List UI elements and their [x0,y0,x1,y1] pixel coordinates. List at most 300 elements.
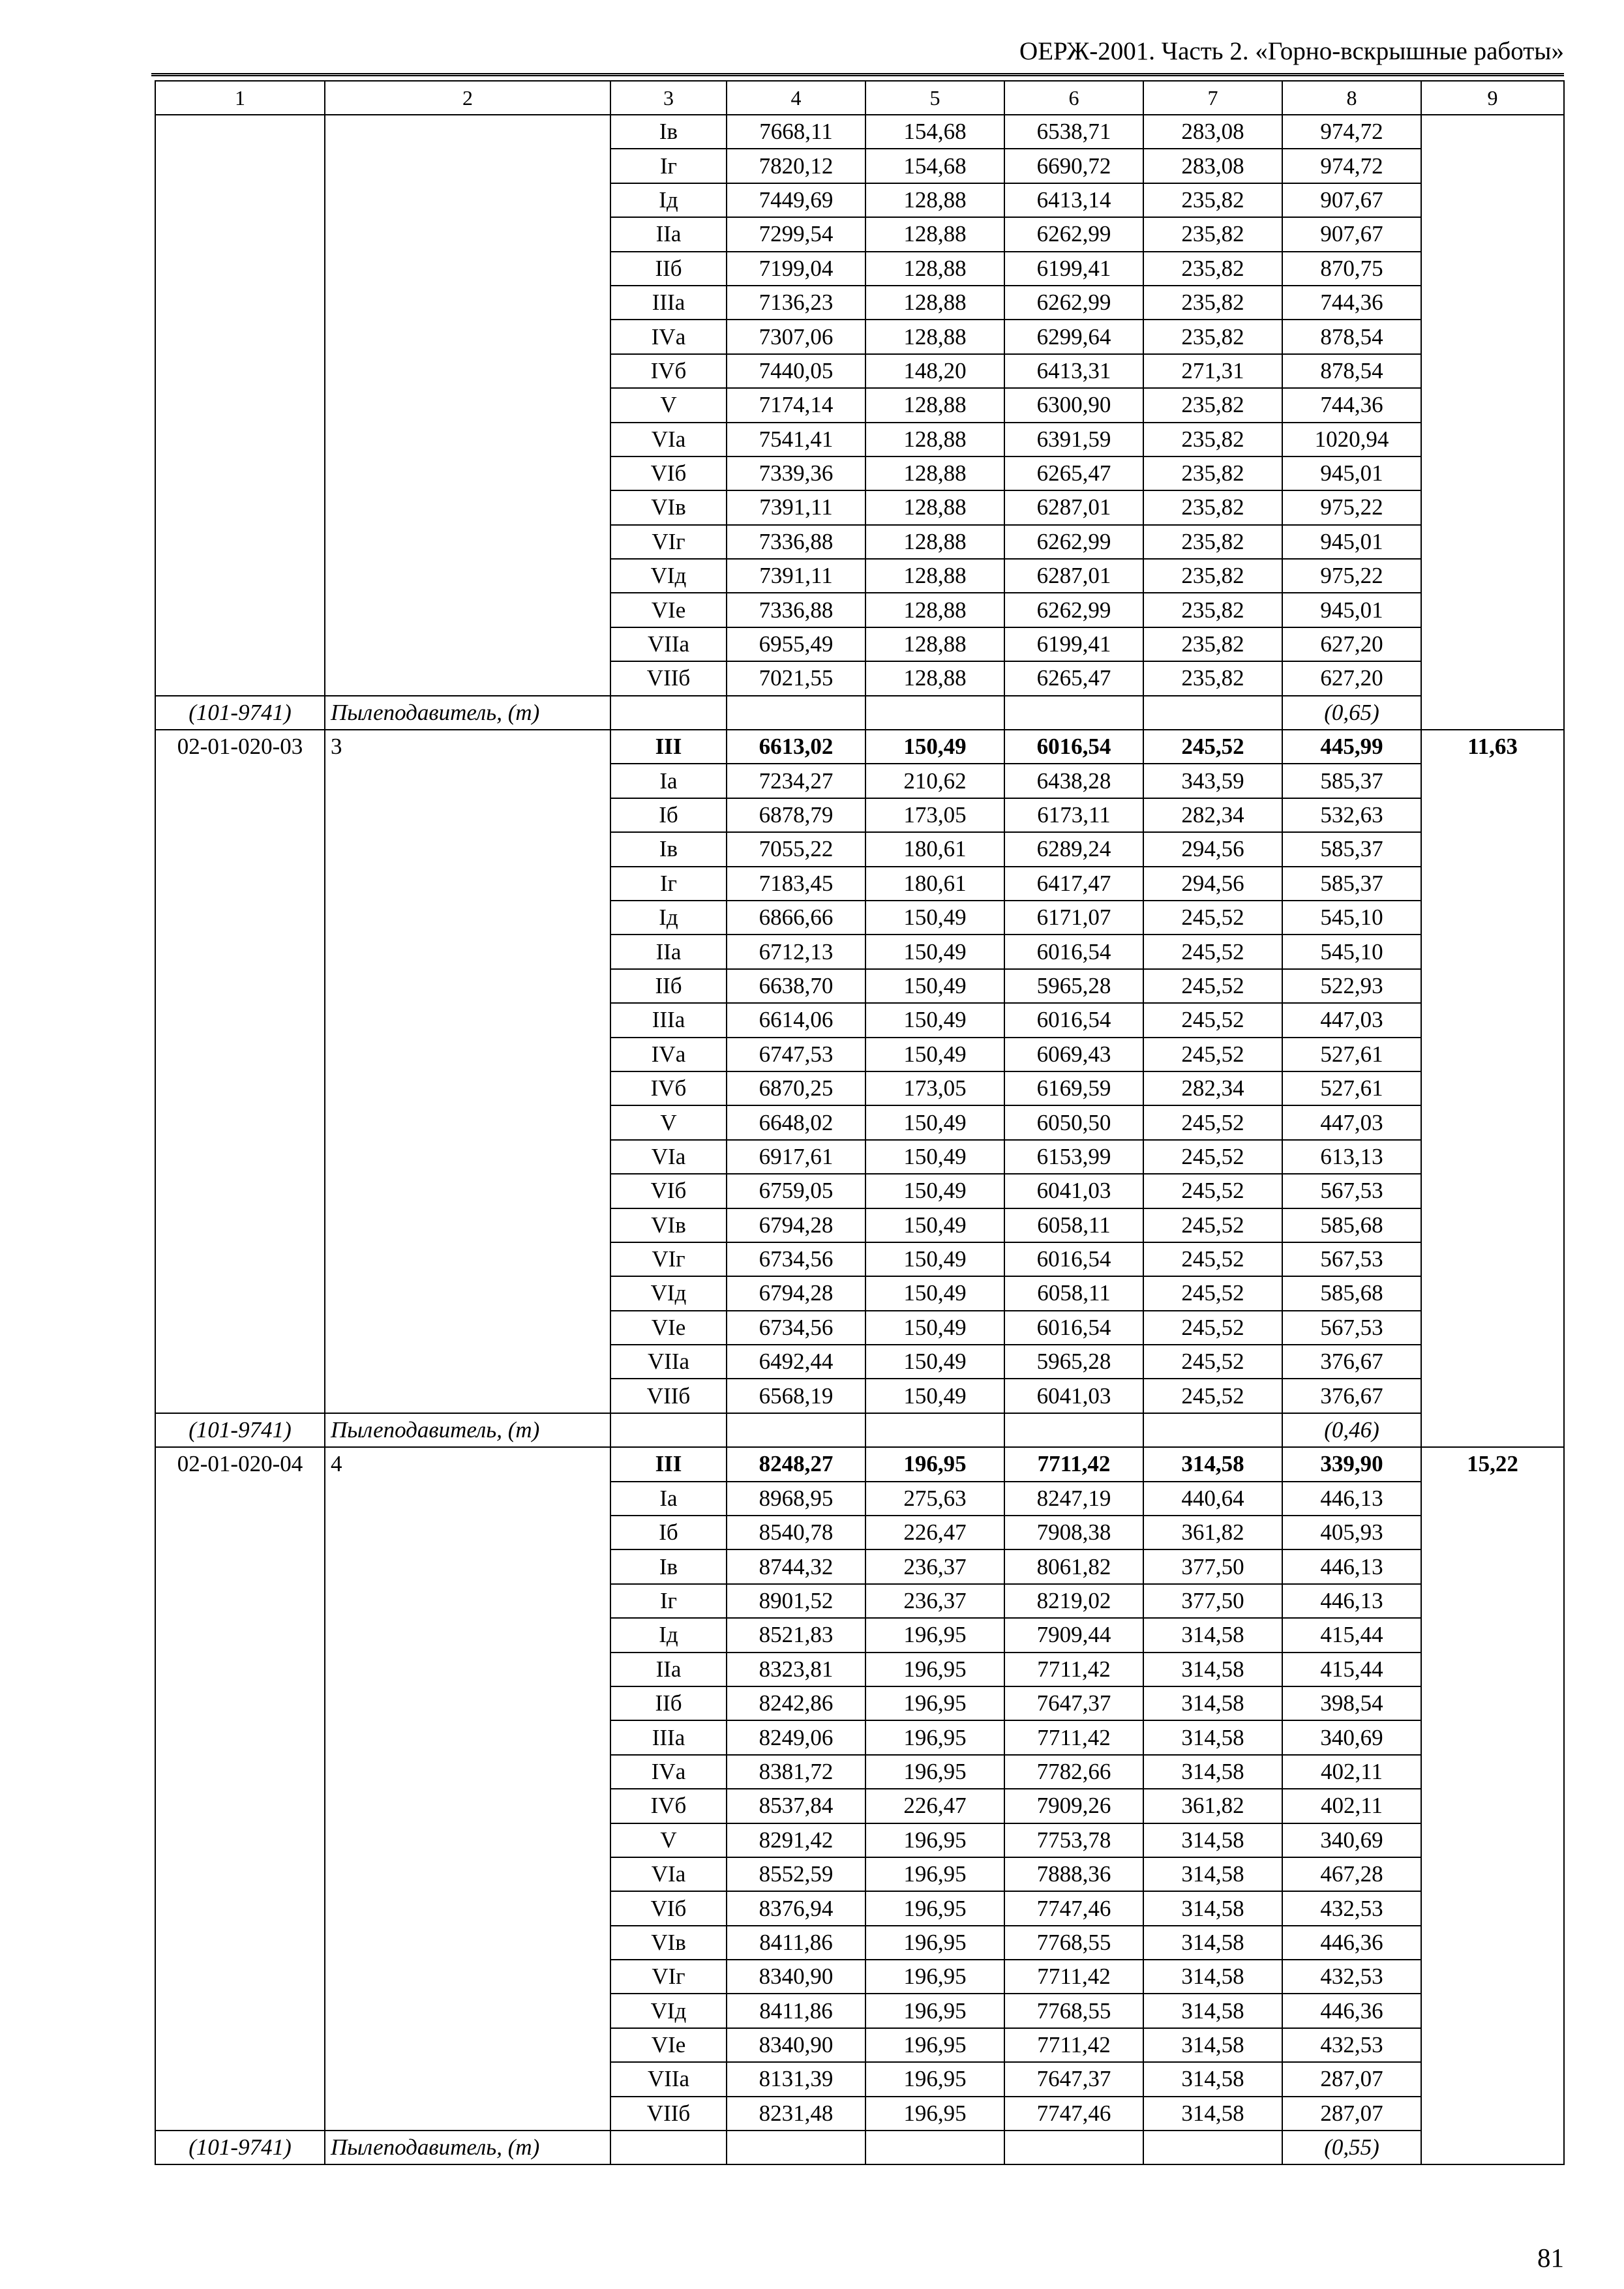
cell-col-4: 7820,12 [727,149,865,183]
cell-col-7: 245,52 [1143,969,1282,1003]
table-body [155,81,1564,2164]
cell-col-8: 527,61 [1282,1071,1421,1105]
cell-col-5: 154,68 [865,115,1004,149]
cell-col-3: VIа [610,1140,727,1174]
cell-col-7: 245,52 [1143,1174,1282,1208]
cell-col-8: 907,67 [1282,217,1421,251]
cell-col-7: 314,58 [1143,2062,1282,2096]
column-header-8: 8 [1282,81,1421,115]
cell-col-6: 5965,28 [1004,1345,1143,1379]
cell-col-7: 235,82 [1143,252,1282,286]
empty-cell [610,2131,727,2164]
cell-col-5: 148,20 [865,354,1004,388]
cell-col-6: 6171,07 [1004,901,1143,935]
cell-col-3: Iа [610,764,727,798]
cell-col-4: 7234,27 [727,764,865,798]
cell-col-7: 235,82 [1143,320,1282,353]
cell-col-4: 8552,59 [727,1857,865,1891]
cell-col-8: 432,53 [1282,1891,1421,1925]
cell-col-3: Iд [610,1618,727,1652]
cell-col-4: 6794,28 [727,1276,865,1310]
material-note-row [155,2131,1564,2164]
cell-col-4: 8521,83 [727,1618,865,1652]
cell-col-5: 196,95 [865,1960,1004,1994]
cell-col-6: 6690,72 [1004,149,1143,183]
cell-col-7: 245,52 [1143,1276,1282,1310]
cell-col-7: 294,56 [1143,867,1282,901]
cell-col-5: 150,49 [865,1140,1004,1174]
material-name: Пылеподавитель, (т) [325,1413,610,1447]
cell-col-5: 196,95 [865,2097,1004,2131]
cell-col-4: 8411,86 [727,1994,865,2027]
total-value [1421,115,1564,730]
cell-col-8: 545,10 [1282,935,1421,968]
cell-col-7: 245,52 [1143,1379,1282,1413]
cell-col-3: Iг [610,149,727,183]
cell-col-5: 180,61 [865,867,1004,901]
cell-col-5: 196,95 [865,1618,1004,1652]
cell-col-3: IIIа [610,1003,727,1037]
cell-col-5: 196,95 [865,1720,1004,1754]
cell-col-6: 7711,42 [1004,1447,1143,1481]
cell-col-8: 585,37 [1282,867,1421,901]
cell-col-5: 173,05 [865,798,1004,832]
cell-col-4: 8231,48 [727,2097,865,2131]
table-row [155,1447,1564,1481]
cell-col-8: 907,67 [1282,183,1421,217]
cell-col-4: 6794,28 [727,1208,865,1242]
cell-col-7: 361,82 [1143,1516,1282,1549]
cell-col-3: VIIа [610,627,727,661]
cell-col-7: 245,52 [1143,1345,1282,1379]
rate-code [155,115,325,696]
cell-col-5: 128,88 [865,627,1004,661]
cell-col-4: 8340,90 [727,2028,865,2062]
cell-col-6: 7768,55 [1004,1994,1143,2027]
cell-col-5: 150,49 [865,1242,1004,1276]
cell-col-3: VIд [610,1994,727,2027]
cell-col-4: 8131,39 [727,2062,865,2096]
cell-col-5: 236,37 [865,1549,1004,1583]
cell-col-8: 744,36 [1282,286,1421,320]
empty-cell [865,2131,1004,2164]
cell-col-3: VIIб [610,1379,727,1413]
page-number: 81 [1537,2243,1564,2273]
cell-col-6: 6016,54 [1004,935,1143,968]
cell-col-6: 6262,99 [1004,525,1143,559]
cell-col-3: VIб [610,1891,727,1925]
cell-col-3: Iв [610,832,727,866]
cell-col-8: 878,54 [1282,354,1421,388]
cell-col-3: VIе [610,2028,727,2062]
cell-col-5: 150,49 [865,1174,1004,1208]
rate-name: 3 [325,730,610,1413]
cell-col-6: 6265,47 [1004,456,1143,490]
cell-col-8: 585,68 [1282,1208,1421,1242]
cell-col-8: 1020,94 [1282,423,1421,456]
cell-col-4: 8537,84 [727,1789,865,1823]
cell-col-8: 627,20 [1282,661,1421,695]
cell-col-4: 7299,54 [727,217,865,251]
cell-col-6: 6287,01 [1004,559,1143,593]
cell-col-5: 150,49 [865,1379,1004,1413]
cell-col-6: 6538,71 [1004,115,1143,149]
cell-col-6: 6016,54 [1004,1242,1143,1276]
cell-col-6: 6016,54 [1004,1311,1143,1345]
cell-col-3: Iв [610,115,727,149]
cell-col-7: 245,52 [1143,1038,1282,1071]
material-note-row [155,1413,1564,1447]
cell-col-6: 6069,43 [1004,1038,1143,1071]
cell-col-4: 8291,42 [727,1823,865,1857]
cell-col-6: 6199,41 [1004,252,1143,286]
cell-col-6: 6058,11 [1004,1208,1143,1242]
cell-col-6: 6391,59 [1004,423,1143,456]
cell-col-8: 974,72 [1282,115,1421,149]
cell-col-5: 196,95 [865,1857,1004,1891]
cell-col-5: 196,95 [865,1447,1004,1481]
cell-col-3: VIв [610,1926,727,1960]
cell-col-7: 440,64 [1143,1482,1282,1516]
empty-cell [1143,696,1282,730]
cell-col-6: 7768,55 [1004,1926,1143,1960]
cell-col-5: 226,47 [865,1516,1004,1549]
cell-col-5: 196,95 [865,1994,1004,2027]
cell-col-7: 235,82 [1143,525,1282,559]
cell-col-6: 6299,64 [1004,320,1143,353]
cell-col-7: 282,34 [1143,798,1282,832]
cell-col-8: 585,37 [1282,764,1421,798]
column-header-3: 3 [610,81,727,115]
cell-col-3: VIIа [610,2062,727,2096]
empty-cell [610,1413,727,1447]
cell-col-7: 314,58 [1143,1823,1282,1857]
cell-col-3: Iв [610,1549,727,1583]
cell-col-7: 314,58 [1143,1926,1282,1960]
cell-col-4: 7055,22 [727,832,865,866]
cell-col-3: Iб [610,1516,727,1549]
cell-col-6: 7647,37 [1004,2062,1143,2096]
cell-col-8: 532,63 [1282,798,1421,832]
cell-col-4: 8968,95 [727,1482,865,1516]
total-value: 11,63 [1421,730,1564,1447]
cell-col-6: 6016,54 [1004,1003,1143,1037]
cell-col-7: 235,82 [1143,217,1282,251]
cell-col-7: 314,58 [1143,1994,1282,2027]
cell-col-6: 6289,24 [1004,832,1143,866]
cell-col-3: Iа [610,1482,727,1516]
cell-col-8: 627,20 [1282,627,1421,661]
cell-col-5: 150,49 [865,935,1004,968]
cell-col-6: 6262,99 [1004,286,1143,320]
cell-col-3: IIIа [610,286,727,320]
cell-col-3: VIд [610,559,727,593]
cell-col-4: 6613,02 [727,730,865,764]
cell-col-8: 975,22 [1282,490,1421,524]
cell-col-4: 8381,72 [727,1755,865,1789]
rates-table [155,80,1565,2165]
cell-col-8: 467,28 [1282,1857,1421,1891]
cell-col-7: 377,50 [1143,1549,1282,1583]
cell-col-5: 150,49 [865,1038,1004,1071]
cell-col-7: 294,56 [1143,832,1282,866]
cell-col-4: 8248,27 [727,1447,865,1481]
cell-col-4: 6492,44 [727,1345,865,1379]
column-header-row [155,81,1564,115]
cell-col-5: 150,49 [865,1003,1004,1037]
cell-col-5: 128,88 [865,423,1004,456]
column-header-4: 4 [727,81,865,115]
cell-col-5: 150,49 [865,1345,1004,1379]
cell-col-6: 8247,19 [1004,1482,1143,1516]
cell-col-7: 283,08 [1143,149,1282,183]
cell-col-7: 235,82 [1143,456,1282,490]
cell-col-3: IIб [610,1686,727,1720]
cell-col-4: 7391,11 [727,490,865,524]
cell-col-6: 6050,50 [1004,1105,1143,1139]
cell-col-8: 585,37 [1282,832,1421,866]
cell-col-8: 585,68 [1282,1276,1421,1310]
cell-col-8: 545,10 [1282,901,1421,935]
cell-col-3: VIг [610,525,727,559]
cell-col-5: 150,49 [865,1105,1004,1139]
cell-col-6: 6265,47 [1004,661,1143,695]
cell-col-4: 8901,52 [727,1584,865,1618]
cell-col-3: VIв [610,490,727,524]
cell-col-4: 7541,41 [727,423,865,456]
cell-col-7: 314,58 [1143,1891,1282,1925]
column-header-1: 1 [155,81,325,115]
cell-col-8: 340,69 [1282,1823,1421,1857]
material-quantity: (0,55) [1282,2131,1421,2164]
cell-col-6: 8219,02 [1004,1584,1143,1618]
cell-col-8: 522,93 [1282,969,1421,1003]
cell-col-4: 8249,06 [727,1720,865,1754]
cell-col-5: 226,47 [865,1789,1004,1823]
cell-col-3: Iг [610,867,727,901]
cell-col-7: 343,59 [1143,764,1282,798]
cell-col-7: 271,31 [1143,354,1282,388]
cell-col-7: 235,82 [1143,388,1282,422]
cell-col-5: 196,95 [865,1926,1004,1960]
empty-cell [1143,1413,1282,1447]
cell-col-7: 314,58 [1143,2097,1282,2131]
cell-col-8: 445,99 [1282,730,1421,764]
cell-col-6: 6413,14 [1004,183,1143,217]
cell-col-3: Iб [610,798,727,832]
cell-col-4: 6734,56 [727,1311,865,1345]
cell-col-4: 8376,94 [727,1891,865,1925]
cell-col-6: 6058,11 [1004,1276,1143,1310]
cell-col-4: 6747,53 [727,1038,865,1071]
cell-col-5: 128,88 [865,388,1004,422]
cell-col-5: 128,88 [865,456,1004,490]
cell-col-3: IIа [610,935,727,968]
cell-col-8: 567,53 [1282,1311,1421,1345]
cell-col-4: 6878,79 [727,798,865,832]
cell-col-5: 210,62 [865,764,1004,798]
material-note-row [155,696,1564,730]
rate-name: 4 [325,1447,610,2131]
cell-col-8: 945,01 [1282,456,1421,490]
cell-col-6: 7888,36 [1004,1857,1143,1891]
cell-col-3: VIIа [610,1345,727,1379]
cell-col-4: 6568,19 [727,1379,865,1413]
cell-col-6: 6262,99 [1004,593,1143,627]
cell-col-6: 7909,44 [1004,1618,1143,1652]
material-quantity: (0,65) [1282,696,1421,730]
cell-col-4: 6866,66 [727,901,865,935]
cell-col-5: 150,49 [865,1208,1004,1242]
column-header-9: 9 [1421,81,1564,115]
cell-col-5: 128,88 [865,525,1004,559]
empty-cell [1004,2131,1143,2164]
cell-col-7: 283,08 [1143,115,1282,149]
cell-col-8: 376,67 [1282,1379,1421,1413]
cell-col-8: 567,53 [1282,1174,1421,1208]
empty-cell [1004,696,1143,730]
cell-col-6: 7647,37 [1004,1686,1143,1720]
cell-col-8: 870,75 [1282,252,1421,286]
cell-col-4: 6638,70 [727,969,865,1003]
cell-col-7: 235,82 [1143,490,1282,524]
cell-col-7: 314,58 [1143,1857,1282,1891]
cell-col-8: 446,13 [1282,1549,1421,1583]
cell-col-3: IIб [610,969,727,1003]
cell-col-3: VIа [610,423,727,456]
empty-cell [727,696,865,730]
cell-col-5: 128,88 [865,661,1004,695]
material-name: Пылеподавитель, (т) [325,696,610,730]
cell-col-8: 744,36 [1282,388,1421,422]
cell-col-4: 6917,61 [727,1140,865,1174]
cell-col-3: Iд [610,183,727,217]
cell-col-3: VIг [610,1242,727,1276]
cell-col-5: 150,49 [865,969,1004,1003]
cell-col-5: 128,88 [865,252,1004,286]
cell-col-4: 8242,86 [727,1686,865,1720]
cell-col-8: 402,11 [1282,1755,1421,1789]
cell-col-5: 150,49 [865,730,1004,764]
cell-col-8: 446,13 [1282,1584,1421,1618]
cell-col-3: IIа [610,1653,727,1686]
column-header-5: 5 [865,81,1004,115]
cell-col-3: IVа [610,320,727,353]
cell-col-6: 6300,90 [1004,388,1143,422]
cell-col-4: 7339,36 [727,456,865,490]
cell-col-7: 245,52 [1143,1208,1282,1242]
cell-col-6: 6041,03 [1004,1174,1143,1208]
rate-code: 02-01-020-04 [155,1447,325,2131]
cell-col-6: 6016,54 [1004,730,1143,764]
cell-col-5: 196,95 [865,1823,1004,1857]
cell-col-3: IVб [610,354,727,388]
cell-col-7: 245,52 [1143,1140,1282,1174]
cell-col-3: IVа [610,1755,727,1789]
cell-col-4: 7136,23 [727,286,865,320]
cell-col-6: 7747,46 [1004,2097,1143,2131]
cell-col-6: 6413,31 [1004,354,1143,388]
cell-col-7: 245,52 [1143,901,1282,935]
cell-col-8: 567,53 [1282,1242,1421,1276]
cell-col-8: 447,03 [1282,1003,1421,1037]
cell-col-3: VIIб [610,661,727,695]
cell-col-7: 245,52 [1143,1242,1282,1276]
cell-col-4: 7391,11 [727,559,865,593]
cell-col-4: 7307,06 [727,320,865,353]
cell-col-8: 878,54 [1282,320,1421,353]
cell-col-7: 314,58 [1143,2028,1282,2062]
cell-col-4: 8540,78 [727,1516,865,1549]
cell-col-8: 398,54 [1282,1686,1421,1720]
cell-col-3: IIб [610,252,727,286]
cell-col-7: 245,52 [1143,1311,1282,1345]
cell-col-4: 6614,06 [727,1003,865,1037]
cell-col-7: 235,82 [1143,559,1282,593]
cell-col-4: 7174,14 [727,388,865,422]
cell-col-5: 196,95 [865,1686,1004,1720]
cell-col-6: 7909,26 [1004,1789,1143,1823]
cell-col-3: IVб [610,1789,727,1823]
empty-cell [727,1413,865,1447]
cell-col-6: 7908,38 [1004,1516,1143,1549]
rate-code: 02-01-020-03 [155,730,325,1413]
cell-col-8: 446,36 [1282,1994,1421,2027]
cell-col-7: 314,58 [1143,1960,1282,1994]
cell-col-5: 128,88 [865,320,1004,353]
cell-col-6: 7753,78 [1004,1823,1143,1857]
cell-col-6: 6287,01 [1004,490,1143,524]
cell-col-7: 235,82 [1143,593,1282,627]
cell-col-6: 6417,47 [1004,867,1143,901]
cell-col-4: 6734,56 [727,1242,865,1276]
cell-col-6: 6262,99 [1004,217,1143,251]
empty-cell [727,2131,865,2164]
cell-col-7: 377,50 [1143,1584,1282,1618]
cell-col-4: 8411,86 [727,1926,865,1960]
empty-cell [865,696,1004,730]
cell-col-5: 236,37 [865,1584,1004,1618]
cell-col-7: 314,58 [1143,1653,1282,1686]
cell-col-6: 7711,42 [1004,1653,1143,1686]
cell-col-7: 282,34 [1143,1071,1282,1105]
cell-col-3: VIе [610,593,727,627]
cell-col-8: 340,69 [1282,1720,1421,1754]
cell-col-3: III [610,730,727,764]
cell-col-7: 235,82 [1143,183,1282,217]
cell-col-5: 150,49 [865,901,1004,935]
cell-col-3: Iд [610,901,727,935]
cell-col-3: VIд [610,1276,727,1310]
cell-col-3: VIIб [610,2097,727,2131]
cell-col-6: 7782,66 [1004,1755,1143,1789]
cell-col-8: 974,72 [1282,149,1421,183]
header-rule [151,73,1564,76]
cell-col-8: 287,07 [1282,2062,1421,2096]
cell-col-3: IVа [610,1038,727,1071]
cell-col-3: III [610,1447,727,1481]
cell-col-4: 6712,13 [727,935,865,968]
cell-col-5: 128,88 [865,217,1004,251]
cell-col-5: 275,63 [865,1482,1004,1516]
cell-col-6: 6173,11 [1004,798,1143,832]
cell-col-7: 235,82 [1143,661,1282,695]
cell-col-6: 6041,03 [1004,1379,1143,1413]
empty-cell [865,1413,1004,1447]
cell-col-4: 6759,05 [727,1174,865,1208]
cell-col-4: 6955,49 [727,627,865,661]
cell-col-6: 7711,42 [1004,1720,1143,1754]
